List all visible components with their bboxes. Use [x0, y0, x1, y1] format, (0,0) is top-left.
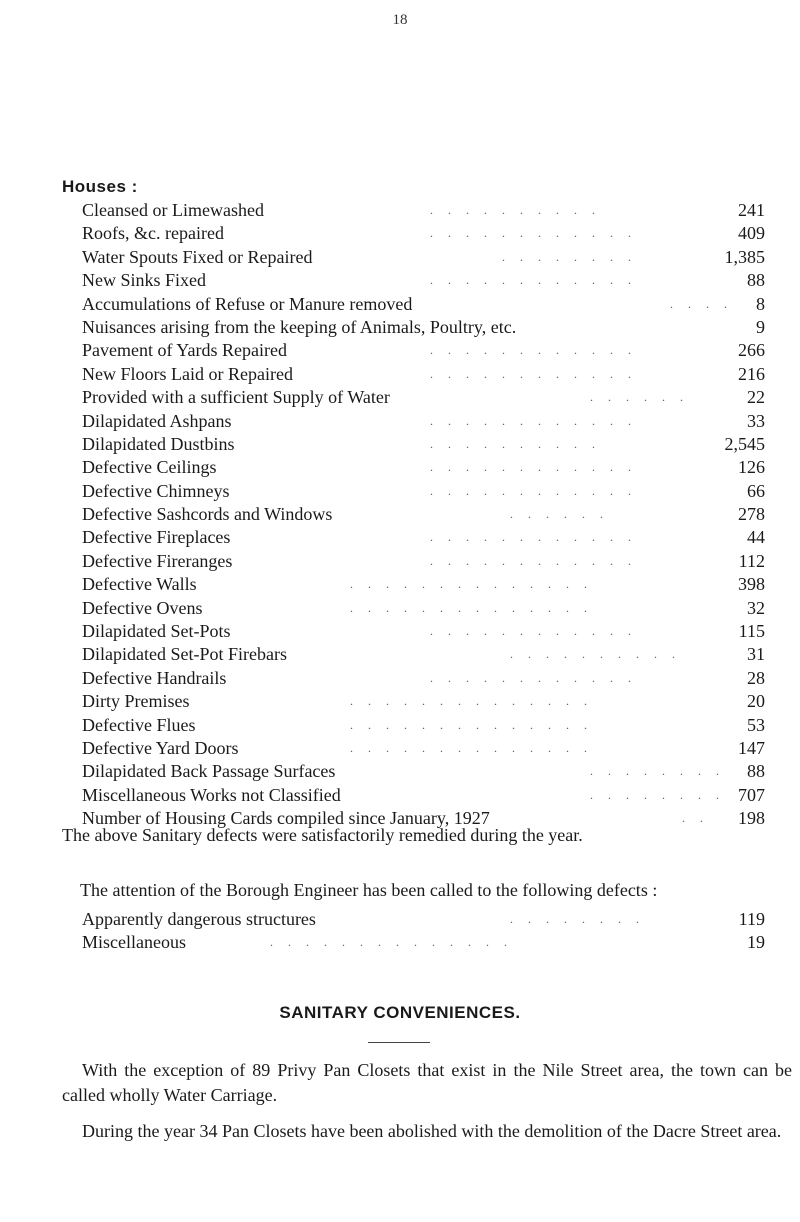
leader-dots: . . . . — [670, 296, 733, 311]
remedied-note: The above Sanitary defects were satisfactorily remedied during the year. — [62, 825, 583, 845]
item-value: 88 — [747, 761, 765, 782]
item-value: 31 — [747, 644, 765, 665]
leader-dots: . . . . . . . . . . . . . . — [350, 717, 593, 732]
item-value: 409 — [738, 223, 765, 244]
list-item — [82, 784, 765, 807]
list-item — [82, 222, 765, 245]
item-label: Nuisances arising from the keeping of Animals, Poultry, etc. — [82, 316, 517, 337]
item-value: 32 — [747, 597, 765, 618]
item-label: Dilapidated Back Passage Surfaces — [82, 761, 336, 782]
item-value: 44 — [747, 527, 765, 548]
leader-dots: . . . . . . . . . . . . — [430, 273, 637, 288]
item-value: 266 — [738, 340, 765, 361]
item-value: 119 — [738, 909, 765, 929]
leader-dots: . . . . . . . . . . — [510, 647, 681, 662]
houses-heading: Houses : — [62, 177, 138, 196]
engineer-list — [82, 908, 765, 955]
item-value: 112 — [738, 550, 765, 571]
engineer-intro: The attention of the Borough Engineer has been called to the following defects : — [80, 880, 658, 900]
list-item — [82, 456, 765, 479]
list-item — [82, 386, 765, 409]
paragraph: During the year 34 Pan Closets have been abolished with the demolition of the Dacre Street area. — [82, 1121, 782, 1141]
item-label: Defective Sashcords and Windows — [82, 504, 333, 525]
item-label: Pavement of Yards Repaired — [82, 340, 287, 361]
leader-dots: . . . . . . — [590, 390, 689, 405]
item-label: Water Spouts Fixed or Repaired — [82, 246, 313, 267]
leader-dots: . . . . . . . . — [510, 912, 645, 926]
item-label: Accumulations of Refuse or Manure removed — [82, 293, 413, 314]
leader-dots: . . . . . . . . — [590, 787, 725, 802]
item-value: 33 — [747, 410, 765, 431]
item-label: Defective Ceilings — [82, 457, 217, 478]
leader-dots: . . . . . . . . . . . . — [430, 226, 637, 241]
item-value: 66 — [747, 480, 765, 501]
item-label: Dilapidated Set-Pot Firebars — [82, 644, 287, 665]
leader-dots: . . . . . . . . . . . . — [430, 366, 637, 381]
item-label: Defective Flues — [82, 714, 196, 735]
list-item — [82, 269, 765, 292]
leader-dots: . . . . . . . . — [590, 764, 725, 779]
item-label: Apparently dangerous structures — [82, 909, 316, 929]
item-value: 28 — [747, 667, 765, 688]
item-value: 9 — [756, 316, 765, 337]
leader-dots: . . . . . . . . . . — [430, 436, 601, 451]
leader-dots: . . . . . . . . . . . . . . — [350, 694, 593, 709]
item-value: 398 — [738, 574, 765, 595]
list-item — [82, 293, 765, 316]
list-item — [82, 410, 765, 433]
leader-dots: . . — [682, 811, 709, 826]
item-value: 53 — [747, 714, 765, 735]
leader-dots: . . . . . . . . . . . . . . — [350, 577, 593, 592]
page-number: 18 — [392, 12, 408, 28]
leader-dots: . . . . . . . . . . . . — [430, 624, 637, 639]
item-value: 115 — [738, 621, 765, 642]
item-label: Miscellaneous — [82, 932, 186, 953]
list-item — [82, 690, 765, 713]
list-item — [82, 643, 765, 666]
divider — [368, 1042, 430, 1043]
item-value: 147 — [738, 737, 765, 758]
list-item — [82, 931, 765, 954]
item-label: Defective Yard Doors — [82, 737, 239, 758]
leader-dots: . . . . . . . . . . . . . . — [350, 740, 593, 755]
item-label: Miscellaneous Works not Classified — [82, 784, 341, 805]
item-label: Dirty Premises — [82, 691, 190, 712]
item-label: Number of Housing Cards compiled since January, 1927 — [82, 808, 490, 829]
leader-dots: . . . . . . . . . . . . — [430, 343, 637, 358]
item-label: Defective Fireranges — [82, 550, 233, 571]
leader-dots: . . . . . . . . . . . . — [430, 413, 637, 428]
list-item — [82, 667, 765, 690]
leader-dots: . . . . . . . . . . . . . . — [270, 935, 513, 950]
leader-dots: . . . . . . . . — [502, 249, 637, 264]
leader-dots: . . . . . . . . . . — [430, 203, 601, 217]
leader-dots: . . . . . . . . . . . . — [430, 483, 637, 498]
list-item — [82, 737, 765, 760]
list-item — [82, 316, 765, 339]
list-item — [82, 199, 765, 222]
list-item — [82, 908, 765, 931]
leader-dots: . . . . . . . . . . . . — [430, 553, 637, 568]
item-value: 20 — [747, 691, 765, 712]
list-item — [82, 433, 765, 456]
leader-dots: . . . . . . . . . . . . — [430, 460, 637, 475]
item-value: 8 — [756, 293, 765, 314]
houses-list — [82, 199, 765, 831]
item-label: Dilapidated Set-Pots — [82, 621, 231, 642]
item-value: 241 — [738, 200, 765, 220]
list-item — [82, 480, 765, 503]
item-label: Dilapidated Dustbins — [82, 433, 235, 454]
list-item — [82, 339, 765, 362]
item-label: Cleansed or Limewashed — [82, 200, 264, 220]
list-item — [82, 363, 765, 386]
sanitary-heading: SANITARY CONVENIENCES. — [279, 1003, 521, 1022]
paragraph: With the exception of 89 Privy Pan Closets that exist in the Nile Street area, the town can be called wholly Water Carriage. — [62, 1060, 792, 1105]
list-item — [82, 760, 765, 783]
item-label: Defective Ovens — [82, 597, 203, 618]
list-item — [82, 573, 765, 596]
item-label: Provided with a sufficient Supply of Water — [82, 387, 390, 408]
list-item — [82, 714, 765, 737]
leader-dots: . . . . . . . . . . . . . . — [350, 600, 593, 615]
item-label: New Sinks Fixed — [82, 270, 207, 291]
item-value: 19 — [747, 932, 765, 953]
list-item — [82, 620, 765, 643]
item-label: Defective Fireplaces — [82, 527, 231, 548]
item-value: 88 — [747, 270, 765, 291]
item-label: Dilapidated Ashpans — [82, 410, 232, 431]
item-label: New Floors Laid or Repaired — [82, 363, 293, 384]
list-item — [82, 246, 765, 269]
leader-dots: . . . . . . — [510, 507, 609, 522]
item-value: 1,385 — [724, 246, 765, 267]
list-item — [82, 597, 765, 620]
item-value: 216 — [738, 363, 765, 384]
item-value: 707 — [738, 784, 765, 805]
item-value: 198 — [738, 808, 765, 829]
list-item — [82, 526, 765, 549]
item-value: 278 — [738, 504, 765, 525]
leader-dots: . . . . . . . . . . . . — [430, 530, 637, 545]
item-value: 2,545 — [724, 433, 765, 454]
leader-dots: . . . . . . . . . . . . — [430, 670, 637, 685]
item-label: Defective Handrails — [82, 667, 227, 688]
item-label: Roofs, &c. repaired — [82, 223, 224, 244]
item-value: 126 — [738, 457, 765, 478]
list-item — [82, 550, 765, 573]
item-value: 22 — [747, 387, 765, 408]
item-label: Defective Chimneys — [82, 480, 230, 501]
item-label: Defective Walls — [82, 574, 197, 595]
list-item — [82, 503, 765, 526]
